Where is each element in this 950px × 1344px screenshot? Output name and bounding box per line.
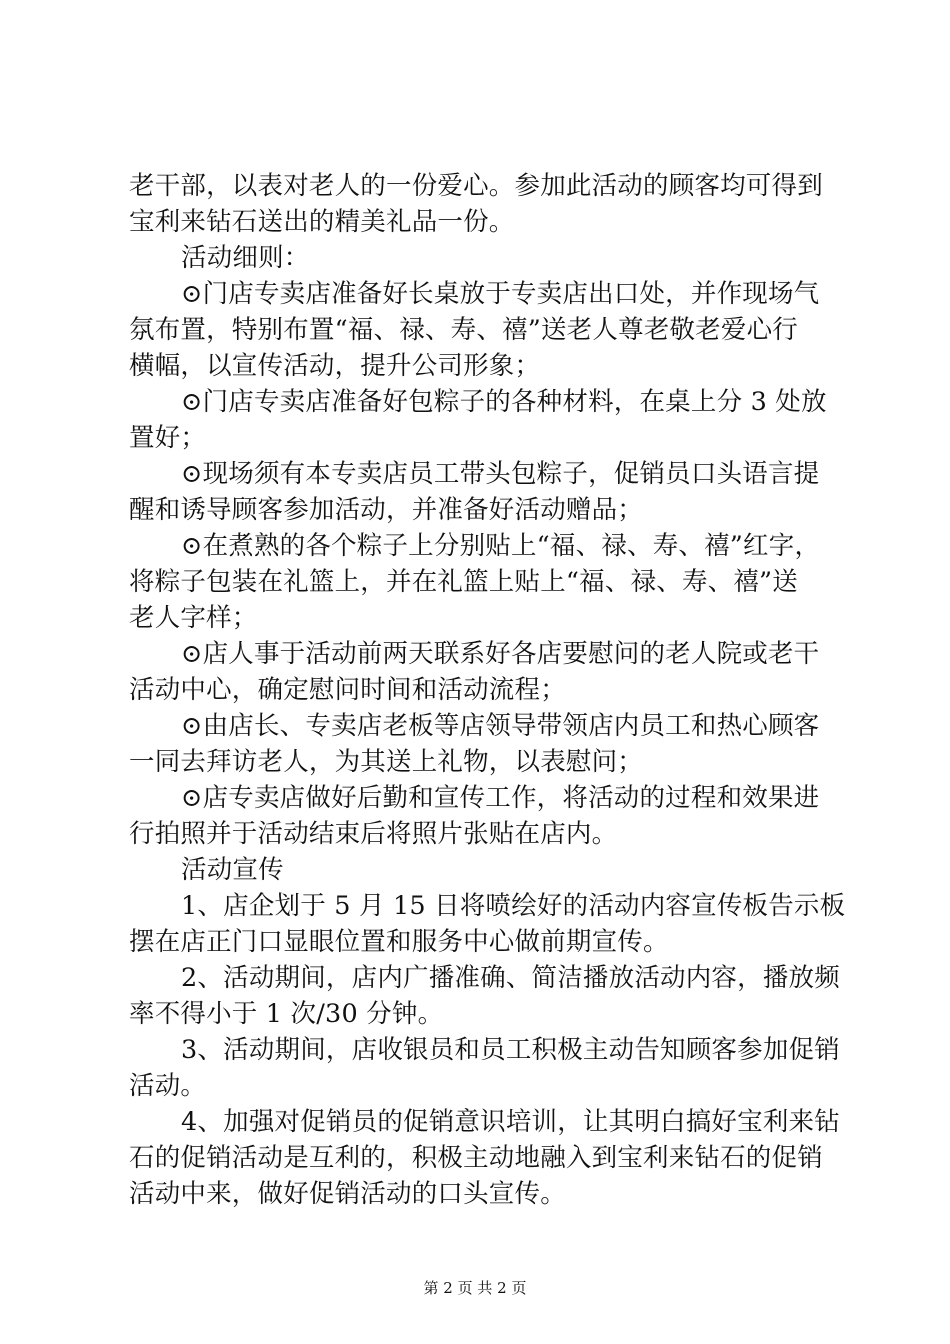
text-line: 老人字样； bbox=[129, 603, 258, 633]
text-line: 活动。 bbox=[129, 1071, 207, 1101]
text-line: 行拍照并于活动结束后将照片张贴在店内。 bbox=[129, 819, 618, 849]
text-line: ⊙门店专卖店准备好长桌放于专卖店出口处，并作现场气 bbox=[181, 279, 820, 309]
text-line: ⊙店人事于活动前两天联系好各店要慰问的老人院或老干 bbox=[181, 639, 820, 669]
text-line: 4、加强对促销员的促销意识培训，让其明白搞好宝利来钻 bbox=[181, 1107, 840, 1137]
text-line: 率不得小于 1 次/30 分钟。 bbox=[129, 999, 444, 1029]
text-line: ⊙由店长、专卖店老板等店领导带领店内员工和热心顾客 bbox=[181, 711, 820, 741]
text-line: ⊙店专卖店做好后勤和宣传工作，将活动的过程和效果进 bbox=[181, 783, 820, 813]
text-line: 3、活动期间，店收银员和员工积极主动告知顾客参加促销 bbox=[181, 1035, 840, 1065]
text-line: 活动宣传 bbox=[181, 855, 284, 885]
page-footer: 第 2 页 共 2 页 bbox=[423, 1279, 527, 1297]
text-line: 氛布置，特别布置“福、禄、寿、禧”送老人尊老敬老爱心行 bbox=[129, 315, 798, 345]
text-line: ⊙在煮熟的各个粽子上分别贴上“福、禄、寿、禧”红字， bbox=[181, 531, 821, 561]
text-line: 横幅，以宣传活动，提升公司形象； bbox=[129, 351, 541, 381]
text-line: 活动中心，确定慰问时间和活动流程； bbox=[129, 675, 566, 705]
text-line: 活动中来，做好促销活动的口头宣传。 bbox=[129, 1179, 566, 1209]
text-line: ⊙现场须有本专卖店员工带头包粽子，促销员口头语言提 bbox=[181, 459, 820, 489]
text-line: 2、活动期间，店内广播准确、简洁播放活动内容，播放频 bbox=[181, 963, 840, 993]
text-line: 将粽子包装在礼篮上，并在礼篮上贴上“福、禄、寿、禧”送 bbox=[129, 567, 798, 597]
text-line: 石的促销活动是互利的，积极主动地融入到宝利来钻石的促销 bbox=[129, 1143, 823, 1173]
text-line: 活动细则： bbox=[181, 243, 310, 273]
text-line: ⊙门店专卖店准备好包粽子的各种材料，在桌上分 3 处放 bbox=[181, 387, 827, 417]
document-body bbox=[129, 168, 846, 1212]
text-line: 置好； bbox=[129, 423, 207, 453]
text-line: 宝利来钻石送出的精美礼品一份。 bbox=[129, 207, 515, 237]
text-line: 醒和诱导顾客参加活动，并准备好活动赠品； bbox=[129, 495, 644, 525]
text-line: 1、店企划于 5 月 15 日将喷绘好的活动内容宣传板告示板 bbox=[181, 891, 846, 921]
text-line: 老干部，以表对老人的一份爱心。参加此活动的顾客均可得到 bbox=[129, 171, 823, 201]
text-line: 一同去拜访老人，为其送上礼物，以表慰问； bbox=[129, 747, 644, 777]
text-line: 摆在店正门口显眼位置和服务中心做前期宣传。 bbox=[129, 927, 669, 957]
